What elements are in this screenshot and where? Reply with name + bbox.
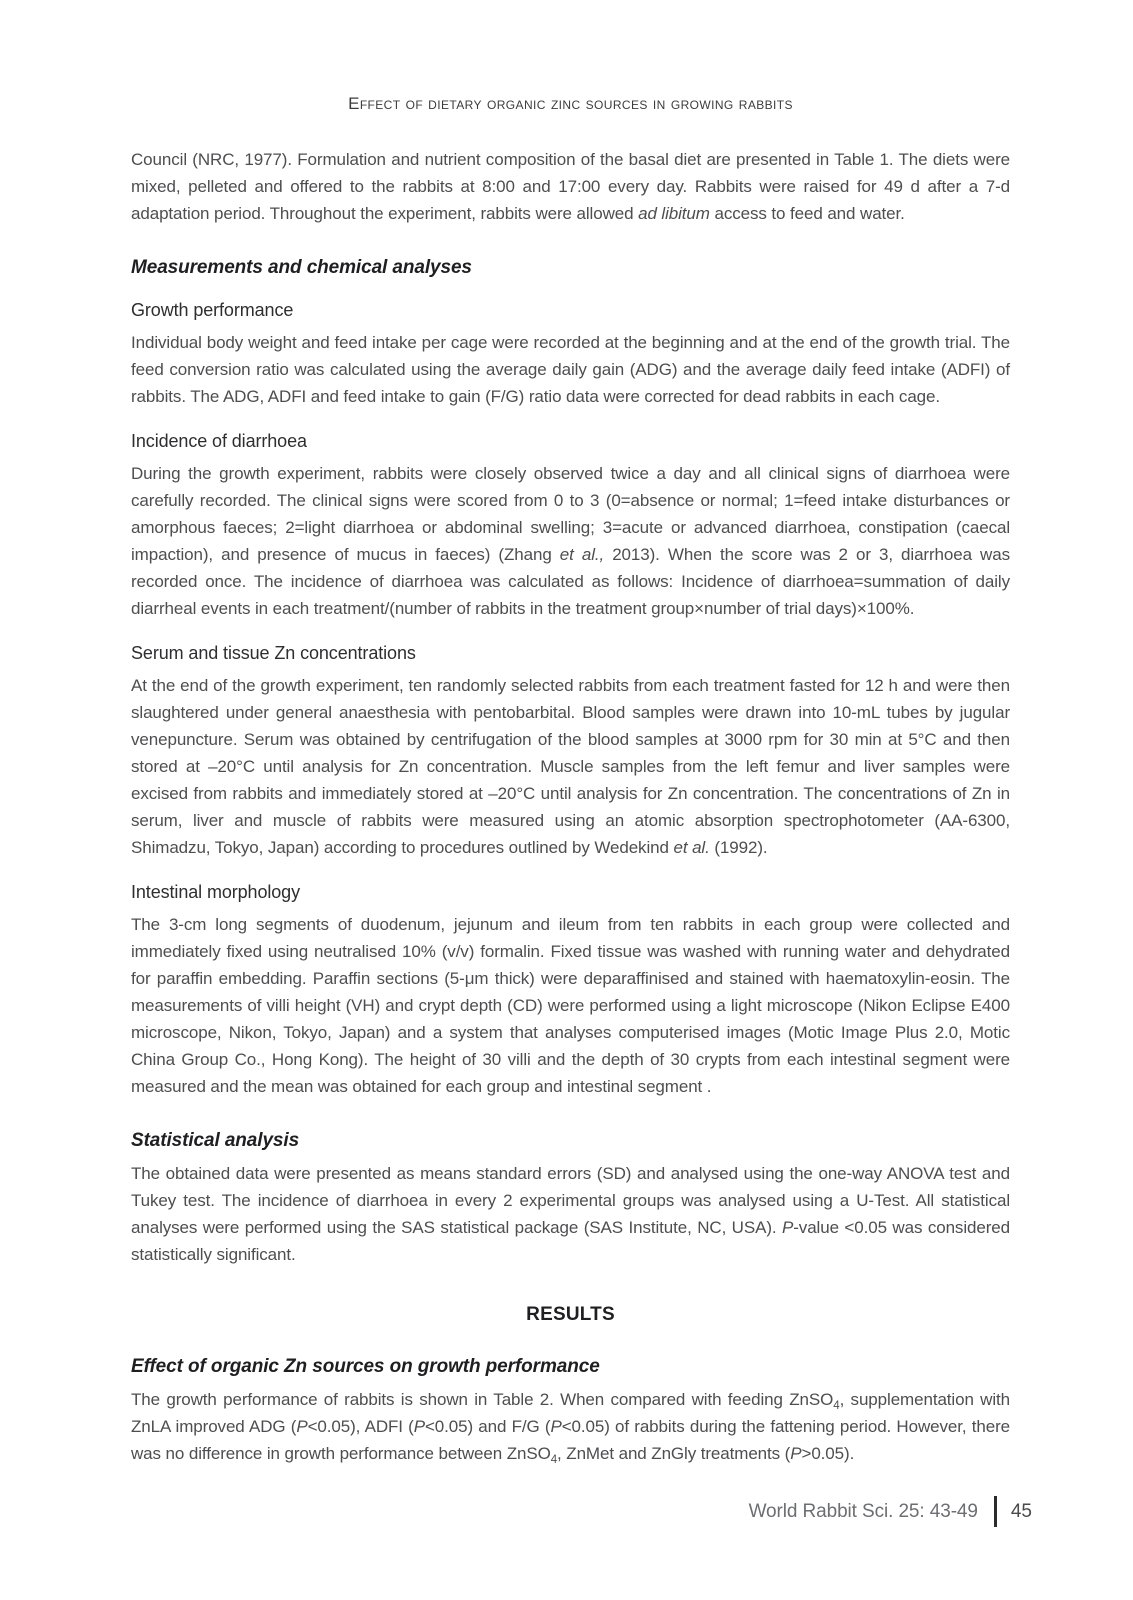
- paragraph-statistical-analysis: The obtained data were presented as means standard errors (SD) and analysed using the one-way ANOVA test and Tukey test. The incidence of diarrhoea in every 2 experimental groups was analysed using a U-Test. All statistical analyses were performed using the SAS statistical package (SAS Institute, NC, USA). P-value <0.05 was considered statistically significant.: [131, 1164, 1010, 1264]
- paragraph-incidence-of-diarrhoea: During the growth experiment, rabbits were closely observed twice a day and all clinical signs of diarrhoea were carefully recorded. The clinical signs were scored from 0 to 3 (0=absence or normal; 1=feed intake disturbances or amorphous faeces; 2=light diarrhoea or abdominal swelling; 3=acute or advanced diarrhoea, constipation (caecal impaction), and presence of mucus in faeces) (Zhang et al., 2013). When the score was 2 or 3, diarrhoea was recorded once. The incidence of diarrhoea was calculated as follows: Incidence of diarrhoea=summation of daily diarrheal events in each treatment/(number of rabbits in the treatment group×number of trial days)×100%.: [131, 464, 1010, 618]
- section-heading-growth-effect: Effect of organic Zn sources on growth performance: [131, 1356, 600, 1377]
- running-head: Effect of dietary organic zinc sources in growing rabbits: [348, 94, 793, 113]
- article-content: [131, 138, 1010, 1467]
- subsection-heading-serum-tissue-zn: Serum and tissue Zn concentrations: [131, 643, 416, 663]
- paragraph-intestinal-morphology: The 3-cm long segments of duodenum, jejunum and ileum from ten rabbits in each group were collected and immediately fixed using neutralised 10% (v/v) formalin. Fixed tissue was washed with running water and dehydrated for paraffin embedding. Paraffin sections (5-μm thick) were deparaffinised and stained with haematoxylin-eosin. The measurements of villi height (VH) and crypt depth (CD) were performed using a light microscope (Nikon Eclipse E400 microscope, Nikon, Tokyo, Japan) and a system that analyses computerised images (Motic Image Plus 2.0, Motic China Group Co., Hong Kong). The height of 30 villi and the depth of 30 crypts from each intestinal segment were measured and the mean was obtained for each group and intestinal segment .: [131, 915, 1010, 1096]
- footer-divider: [994, 1496, 997, 1527]
- section-heading-results: RESULTS: [526, 1304, 615, 1325]
- intro-paragraph: Council (NRC, 1977). Formulation and nutrient composition of the basal diet are presented in Table 1. The diets were mixed, pelleted and offered to the rabbits at 8:00 and 17:00 every day. Rabbits were raised for 49 d after a 7-d adaptation period. Throughout the experiment, rabbits were allowed ad libitum access to feed and water.: [131, 150, 1010, 223]
- section-heading-statistical-analysis: Statistical analysis: [131, 1130, 300, 1151]
- subsection-heading-incidence-of-diarrhoea: Incidence of diarrhoea: [131, 431, 307, 451]
- subsection-heading-growth-performance: Growth performance: [131, 300, 294, 320]
- paragraph-growth-effect: The growth performance of rabbits is shown in Table 2. When compared with feeding ZnSO$_4$, supplementation with ZnLA improved ADG (P<0.05), ADFI (P<0.05) and F/G (P<0.05) of rabbits during the fattening period. However, there was no difference in growth performance between ZnSO$_4$, ZnMet and ZnGly treatments (P>0.05).: [131, 1390, 1010, 1466]
- page-number: 45: [1010, 1500, 1032, 1522]
- section-heading-measurements: Measurements and chemical analyses: [131, 257, 472, 278]
- paragraph-serum-tissue-zn: At the end of the growth experiment, ten randomly selected rabbits from each treatment fasted for 12 h and were then slaughtered under general anaesthesia with pentobarbital. Blood samples were drawn into 10-mL tubes by jugular venepuncture. Serum was obtained by centrifugation of the blood samples at 3000 rpm for 30 min at 5°C and then stored at –20°C until analysis for Zn concentration. Muscle samples from the left femur and liver samples were excised from rabbits and immediately stored at –20°C until analysis for Zn concentration. The concentrations of Zn in serum, liver and muscle of rabbits were measured using an atomic absorption spectrophotometer (AA-6300, Shimadzu, Tokyo, Japan) according to procedures outlined by Wedekind et al. (1992).: [131, 676, 1010, 857]
- page-footer: [749, 1496, 1032, 1527]
- journal-reference: World Rabbit Sci. 25: 43-49: [748, 1500, 978, 1522]
- subsection-heading-intestinal-morphology: Intestinal morphology: [131, 882, 300, 902]
- paragraph-growth-performance: Individual body weight and feed intake per cage were recorded at the beginning and at the end of the growth trial. The feed conversion ratio was calculated using the average daily gain (ADG) and the average daily feed intake (ADFI) of rabbits. The ADG, ADFI and feed intake to gain (F/G) ratio data were corrected for dead rabbits in each cage.: [131, 333, 1010, 406]
